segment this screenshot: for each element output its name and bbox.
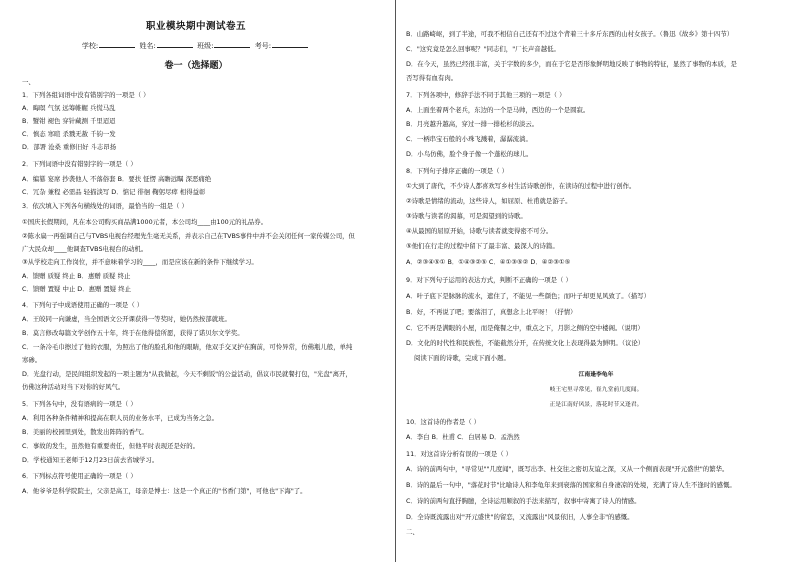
- column-divider: [395, 0, 396, 562]
- name-label: 姓名:: [139, 42, 156, 50]
- option-line: D．小鸟仿佛，脸个身子像一个蓬松的球儿。: [406, 150, 533, 158]
- option-line: C．冗杂 兼程 必需品 轻描淡写 D．惦记 徘徊 鞠躬尽瘁 相得益彰: [22, 188, 206, 196]
- name-field[interactable]: [157, 40, 193, 48]
- volume-title: 卷一（选择题）: [164, 61, 228, 71]
- question-stem: 3．依次填入下列各句横线处的词语，最恰当的一组是（ ）: [22, 202, 188, 210]
- question-stem: 11．对这首诗分析有误的一项是（ ）: [406, 450, 513, 458]
- reading-instruction: 阅读下面的诗歌，完成下面小题。: [414, 354, 510, 362]
- option-line: B．莫言修改每篇文学创作五十年，终于在他得偿所愿，获得了诺贝尔文学奖。: [22, 329, 244, 337]
- question-stem: 1．下列各组词语中没有错别字的一项是（ ）: [22, 91, 150, 99]
- option-line: A．晦暝 气氛 远筹帷幄 兵慌马乱: [22, 104, 116, 112]
- option-line: A．编纂 宴席 抄袭他人 不落俗套 B．要扶 怔愣 高瞻远瞩 深恶痛绝: [22, 175, 212, 183]
- option-line: B．山路崎岖，到了半途，可我不相信自己还有不过这个背着三十多斤东西的山村女孩子。（鲁迅《故乡》第十四节）: [406, 30, 734, 38]
- option-line: D．全诗既流露出对"开元盛世"的留恋，又流露出"风景依旧，人事全非"的感慨。: [406, 513, 634, 521]
- option-line: C．慎态 寒暄 杀戮无赦 千钧一发: [22, 130, 116, 138]
- option-line: A．诗的前两句中，"寻常见""几度闻"，既写出李、杜交往之密切友谊之深，又从一个侧面表现"开元盛世"的繁华。: [406, 465, 729, 473]
- sentence-line: ④从最国的屈原开始，诗歌与读者就变得密不可分。: [406, 227, 553, 235]
- sentence-line: ②诗歌是情绪的流动，这些诗人，如屈原、杜甫就是游子。: [406, 197, 572, 205]
- class-field[interactable]: [214, 40, 250, 48]
- option-line: A．上面坐着两个老兵，东边的一个是马帅，西边的一个是圆寂。: [406, 106, 590, 114]
- school-field[interactable]: [99, 40, 135, 48]
- exam-no-field[interactable]: [272, 40, 308, 48]
- right-column: [398, 0, 794, 562]
- option-line: C．"这究竟是怎么回事呢？"同志们，"厂长声音越低。: [406, 45, 560, 53]
- sentence-line: ③诗歌与读者的渴慕，可是渴望到的诗歌。: [406, 212, 527, 220]
- option-line: B．好，不再说了吧；要落泪了，真想念上北平呀！（抒情）: [406, 308, 577, 316]
- option-line: A．利用各种条件精神和提高在职人员的业务水平，已成为当务之急。: [22, 414, 219, 422]
- question-stem: 6．下列标点符号使用正确的一项是（ ）: [22, 472, 137, 480]
- option-line: B．蟹钳 褪色 穿针藏测 千里迢迢: [22, 117, 116, 125]
- option-line: C．一柄串宝石般的小珠飞溅着，潺潺流淌。: [406, 135, 532, 143]
- option-line: D．学校通知王老师于12月23日前去省城学习。: [22, 456, 159, 464]
- option-line: C．诗的前两句直抒胸臆，全诗运用顺叙的手法来描写，叙事中寄寓了诗人的情感。: [406, 497, 641, 505]
- sentence-line: 广大民众却____他调查TVBS电视台的动机。: [22, 245, 148, 253]
- option-line: 否写得有血有肉。: [406, 74, 458, 82]
- class-label: 班级:: [197, 42, 214, 50]
- option-line: A．李白 B．杜甫 C．白居易 D．孟浩然: [406, 433, 520, 441]
- sentence-line: ①大到了唐代，不少诗人都喜欢写乡村生活诗歌创作，在读诗的过程中进行创作。: [406, 182, 636, 190]
- section-marker: 二、: [406, 528, 419, 536]
- option-line: D．部署 沧桑 重修旧好 斗志昂扬: [22, 143, 117, 151]
- question-stem: 5．下列各句中，没有语病的一项是（ ）: [22, 400, 137, 408]
- exam-no-label: 考号:: [254, 42, 272, 50]
- option-line: C．它不再是满眼的小屋，而是俺餐之中，重点之下，月影之侧的空中楼阁。（说明）: [406, 324, 644, 332]
- option-line: B．月亮越升越高，穿过一排一排松杉的淡云。: [406, 120, 539, 128]
- section-marker: 一、: [22, 78, 35, 86]
- poem-line: 正是江南好风景，落花时节又逢君。: [549, 402, 643, 408]
- option-line: 仿佛这种活动对当下对你的好风气。: [22, 383, 125, 391]
- poem-line: 岐王宅里寻常见，崔九堂前几度闻。: [549, 387, 643, 393]
- left-column: [0, 0, 392, 562]
- option-line: D．文化的时代性和民族性，不能截然分开，在传统文化上表现得最为鲜明。（议论）: [406, 339, 645, 347]
- option-line: B．美丽的校园里到处，散发出阵阵的香气。: [22, 428, 148, 436]
- poem-title: 江南逢李龟年: [578, 372, 614, 378]
- sentence-line: ②陈水扁一再强调自己与TVBS电视台经理先生毫无关系，并表示自己在TVBS事件中并不会关闭任何一家传媒公司，但: [22, 232, 355, 240]
- option-line: C．一条冷毛巾擦过了他的衣服，为照出了他的脸孔和他的眼睛，他双手交叉护在胸前，可怜异常，仿佛瓶儿般，单纯: [22, 343, 353, 351]
- option-line: C．馈赠 置疑 中止 D．惠赠 置疑 终止: [22, 285, 132, 293]
- option-line: A．叶子底下是脉脉的流水，遮住了，不能见一些颜色；而叶子却更见风致了。（描写）: [406, 292, 651, 300]
- student-info-line: [0, 40, 392, 51]
- option-line: A．馈赠 质疑 终止 B．惠赠 质疑 终止: [22, 272, 131, 280]
- option-line: 寒碜。: [22, 356, 42, 364]
- question-stem: 4．下列句子中成语使用正确的一项是（ ）: [22, 301, 144, 309]
- question-stem: 8．下列句子排序正确的一项是（ ）: [406, 167, 508, 175]
- option-line: A．②③④⑤① B．①④③②⑤ C．④①③⑤② D．④②③①⑤: [406, 258, 571, 266]
- option-line: A．王皎同一向谦虚，当全国语文公开课获得一等奖时，她仍然按部就班。: [22, 315, 231, 323]
- option-line: C．事故的发生，虽然他有重要责任，但他平时表现还是好的。: [22, 442, 200, 450]
- option-line: D．光盘行动，是民间组织发起的一项主题为"从我做起，今天不剩饭"的公益活动，倡议市民就餐打包，"光盘"离开，: [22, 370, 352, 378]
- question-stem: 10．这首诗的作者是（ ）: [406, 418, 481, 426]
- question-stem: 2．下列词语中没有错别字的一项是（ ）: [22, 160, 137, 168]
- question-stem: 9．对下列句子运用的表达方式，判断不正确的一项是（ ）: [406, 276, 572, 284]
- option-line: D．在今天，虽然已经很丰富，关于字数的多少，而在于它是否形象鲜明地反映了事物的特征，显然了事物的本质，是: [406, 60, 737, 68]
- sentence-line: ③从学校走向工作岗位，并不意味着学习的____，而是应该在新的条件下继续学习。: [22, 258, 258, 266]
- school-label: 学校:: [81, 42, 99, 50]
- question-stem: 7．下列各项中，修辞手法不同于其他三项的一项是（ ）: [406, 91, 566, 99]
- sentence-line: ⑤他们在行走的过程中留下了最丰富、最深人的诗篇。: [406, 242, 559, 250]
- option-line: B．诗的最后一句中，"落花时节"比喻诗人和李龟年来到衰落的国家和自身凄凉的处境，充满了诗人生不逢时的感慨。: [406, 481, 736, 489]
- option-line: A．他爷爷是科学院院士，父亲是高工，母亲是博士：这是一个真正的"书香门第"，可他也"下海"了。: [22, 487, 307, 495]
- exam-title: 职业模块期中测试卷五: [145, 21, 246, 32]
- sentence-line: ①国庆长假期间，凡在本公司购买商品满1000元者，本公司均____由100元的礼品券。: [22, 218, 268, 226]
